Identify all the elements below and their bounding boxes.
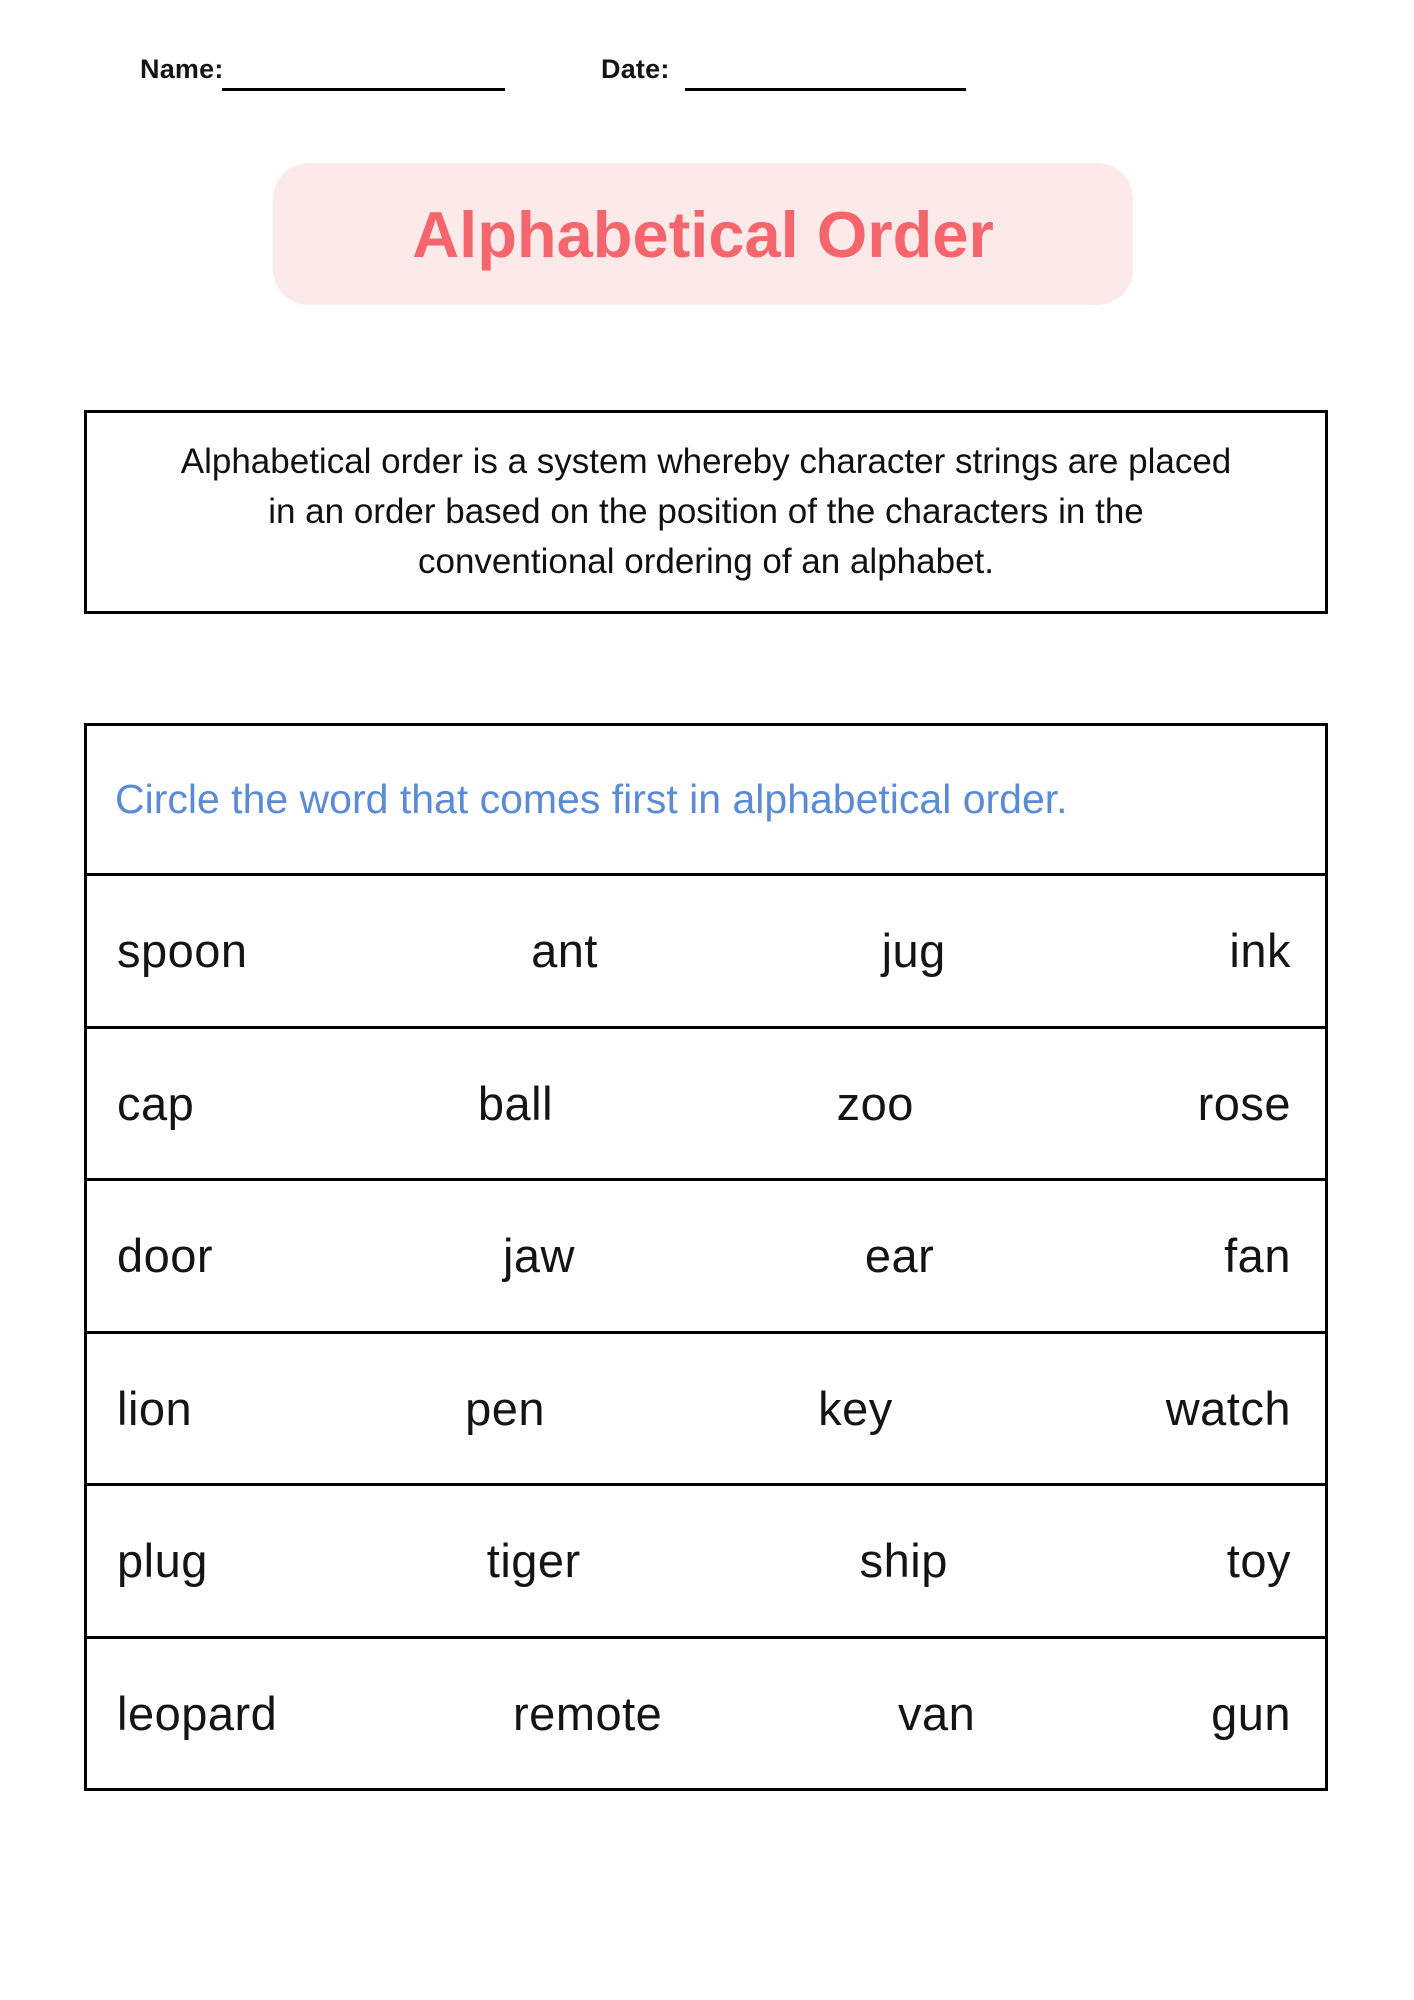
table-row (87, 1178, 1325, 1331)
word-cell[interactable]: plug (117, 1534, 208, 1588)
word-cell[interactable]: ship (859, 1534, 948, 1588)
table-row (87, 1483, 1325, 1636)
name-input-line[interactable] (222, 60, 505, 91)
word-cell[interactable]: remote (513, 1686, 663, 1740)
word-cell[interactable]: spoon (117, 924, 248, 978)
word-cell[interactable]: lion (117, 1381, 193, 1435)
table-header-row (87, 726, 1325, 873)
activity-table (84, 723, 1328, 1791)
word-cell[interactable]: jaw (502, 1229, 575, 1283)
instruction-text: Circle the word that comes first in alphabetical order. (115, 776, 1068, 822)
word-cell[interactable]: zoo (836, 1076, 914, 1130)
word-cell[interactable]: rose (1197, 1076, 1291, 1130)
definition-box (84, 410, 1328, 614)
word-cell[interactable]: van (898, 1686, 976, 1740)
word-cell[interactable]: leopard (117, 1686, 278, 1740)
name-label: Name: (140, 54, 224, 84)
word-cell[interactable]: door (117, 1229, 214, 1283)
word-cell[interactable]: tiger (486, 1534, 581, 1588)
word-cell[interactable]: pen (465, 1381, 546, 1435)
table-row (87, 1331, 1325, 1484)
word-cell[interactable]: ink (1229, 924, 1291, 978)
table-row (87, 1026, 1325, 1179)
word-cell[interactable]: toy (1226, 1534, 1291, 1588)
page-title: Alphabetical Order (412, 197, 994, 271)
word-cell[interactable]: key (818, 1381, 893, 1435)
word-cell[interactable]: ear (864, 1229, 935, 1283)
word-cell[interactable]: fan (1224, 1229, 1291, 1283)
word-cell[interactable]: ant (531, 924, 598, 978)
date-input-line[interactable] (685, 60, 966, 91)
word-cell[interactable]: gun (1211, 1686, 1291, 1740)
definition-text: Alphabetical order is a system whereby character strings are placed in an order based on the position of the characters in the conventional ordering of an alphabet. (180, 442, 1232, 581)
word-cell[interactable]: watch (1165, 1381, 1291, 1435)
word-cell[interactable]: jug (881, 924, 946, 978)
title-banner (273, 163, 1133, 305)
word-cell[interactable]: ball (477, 1076, 554, 1130)
table-row (87, 1636, 1325, 1789)
table-row (87, 873, 1325, 1026)
date-label: Date: (601, 54, 670, 84)
word-cell[interactable]: cap (117, 1076, 195, 1130)
